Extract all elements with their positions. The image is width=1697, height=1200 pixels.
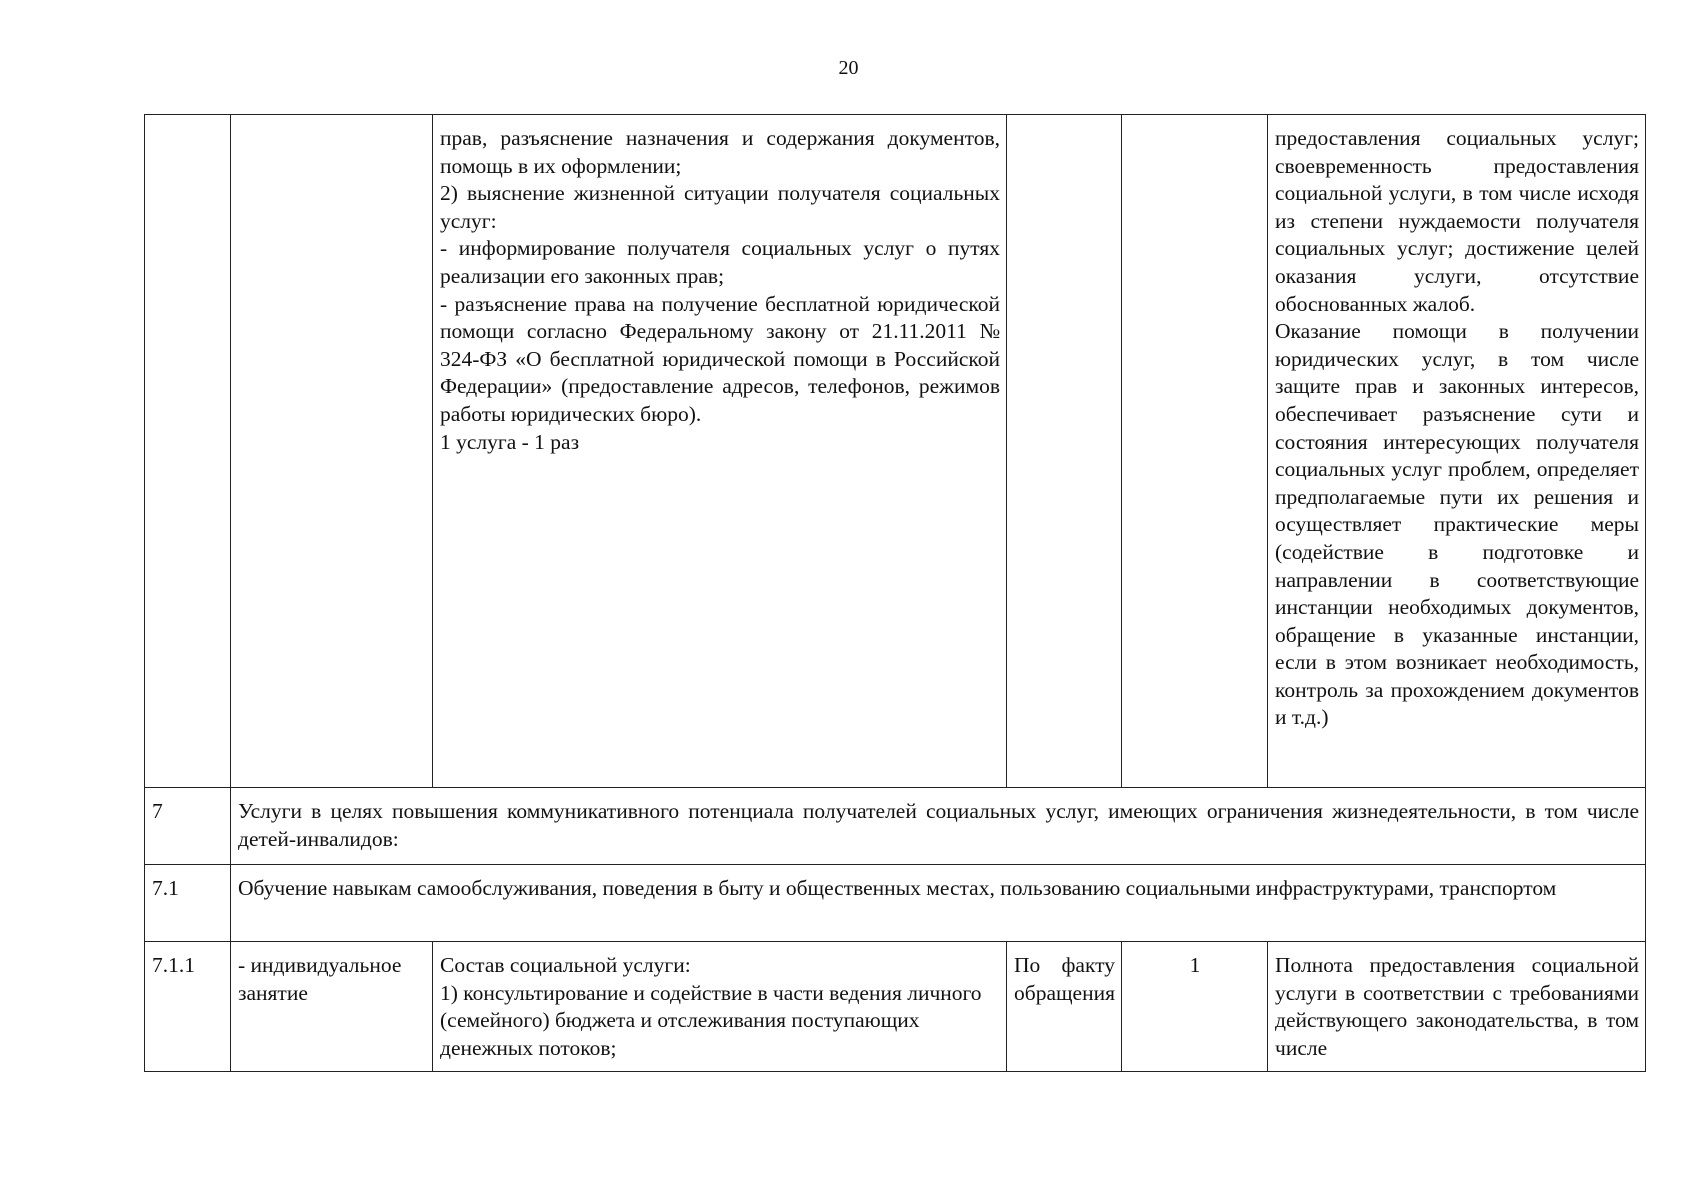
quality-paragraph: предоставления социальных услуг; своевременность предоставления социальной услуги, в том числе исходя из степени нуждаемости получателя социальных услуг; достижение целей оказания услуги, отсутствие обоснованных жалоб. <box>1275 126 1639 316</box>
cell-quality: Полнота предоставления социальной услуги в соответствии с требованиями действующего законодательства, в том числе <box>1268 942 1646 1072</box>
cell-frequency <box>1007 115 1122 788</box>
description-paragraph: 1 услуга - 1 раз <box>440 429 580 454</box>
cell-name: - индивидуальное занятие <box>231 942 433 1072</box>
description-paragraph: прав, разъяснение назначения и содержания документов, помощь в их оформлении; <box>440 126 1000 178</box>
description-paragraph: - разъяснение права на получение бесплатной юридической помощи согласно Федеральному закону от 21.11.2011 № 324-ФЗ «О бесплатной юридической помощи в Российской Федерации» (предоставление адресов, телефонов, режимов работы юридических бюро). <box>440 291 1000 426</box>
section-number: 7.1 <box>145 865 231 942</box>
cell-count <box>1122 115 1268 788</box>
cell-description <box>433 942 1007 1072</box>
quality-paragraph: Оказание помощи в получении юридических услуг, в том числе защите прав и законных интересов, обеспечивает разъяснение сути и состояния интересующих получателя социальных услуг проблем, определяет предполагаемые пути их решения и осуществляет практические меры (содействие в подготовке и направлении в соответствующие инстанции необходимых документов, обращение в указанные инстанции, если в этом возникает необходимость, контроль за прохождением документов и т.д.) <box>1275 319 1639 730</box>
services-table <box>144 114 1646 1072</box>
description-paragraph: - информирование получателя социальных услуг о путях реализации его законных прав; <box>440 236 1000 288</box>
description-paragraph: Состав социальной услуги: <box>440 953 691 977</box>
table-row-section-7-1 <box>145 865 1646 942</box>
cell-number: 7.1.1 <box>145 942 231 1072</box>
cell-number <box>145 115 231 788</box>
cell-description <box>433 115 1007 788</box>
section-title: Услуги в целях повышения коммуникативного потенциала получателей социальных услуг, имеющих ограничения жизнедеятельности, в том числе детей-инвалидов: <box>231 788 1646 865</box>
page-number: 20 <box>838 57 859 79</box>
section-title: Обучение навыкам самообслуживания, поведения в быту и общественных местах, пользованию социальными инфраструктурами, транспортом <box>231 865 1646 942</box>
description-paragraph: 2) выяснение жизненной ситуации получателя социальных услуг: <box>440 181 1000 233</box>
cell-quality <box>1268 115 1646 788</box>
cell-count: 1 <box>1122 942 1268 1072</box>
table-row-continuation <box>145 115 1646 788</box>
cell-name <box>231 115 433 788</box>
cell-frequency: По факту обращения <box>1007 942 1122 1072</box>
section-number: 7 <box>145 788 231 865</box>
table-row-section-7 <box>145 788 1646 865</box>
description-paragraph: 1) консультирование и содействие в части ведения личного (семейного) бюджета и отслеживания поступающих денежных потоков; <box>440 980 982 1060</box>
table-row-item-7-1-1 <box>145 942 1646 1072</box>
